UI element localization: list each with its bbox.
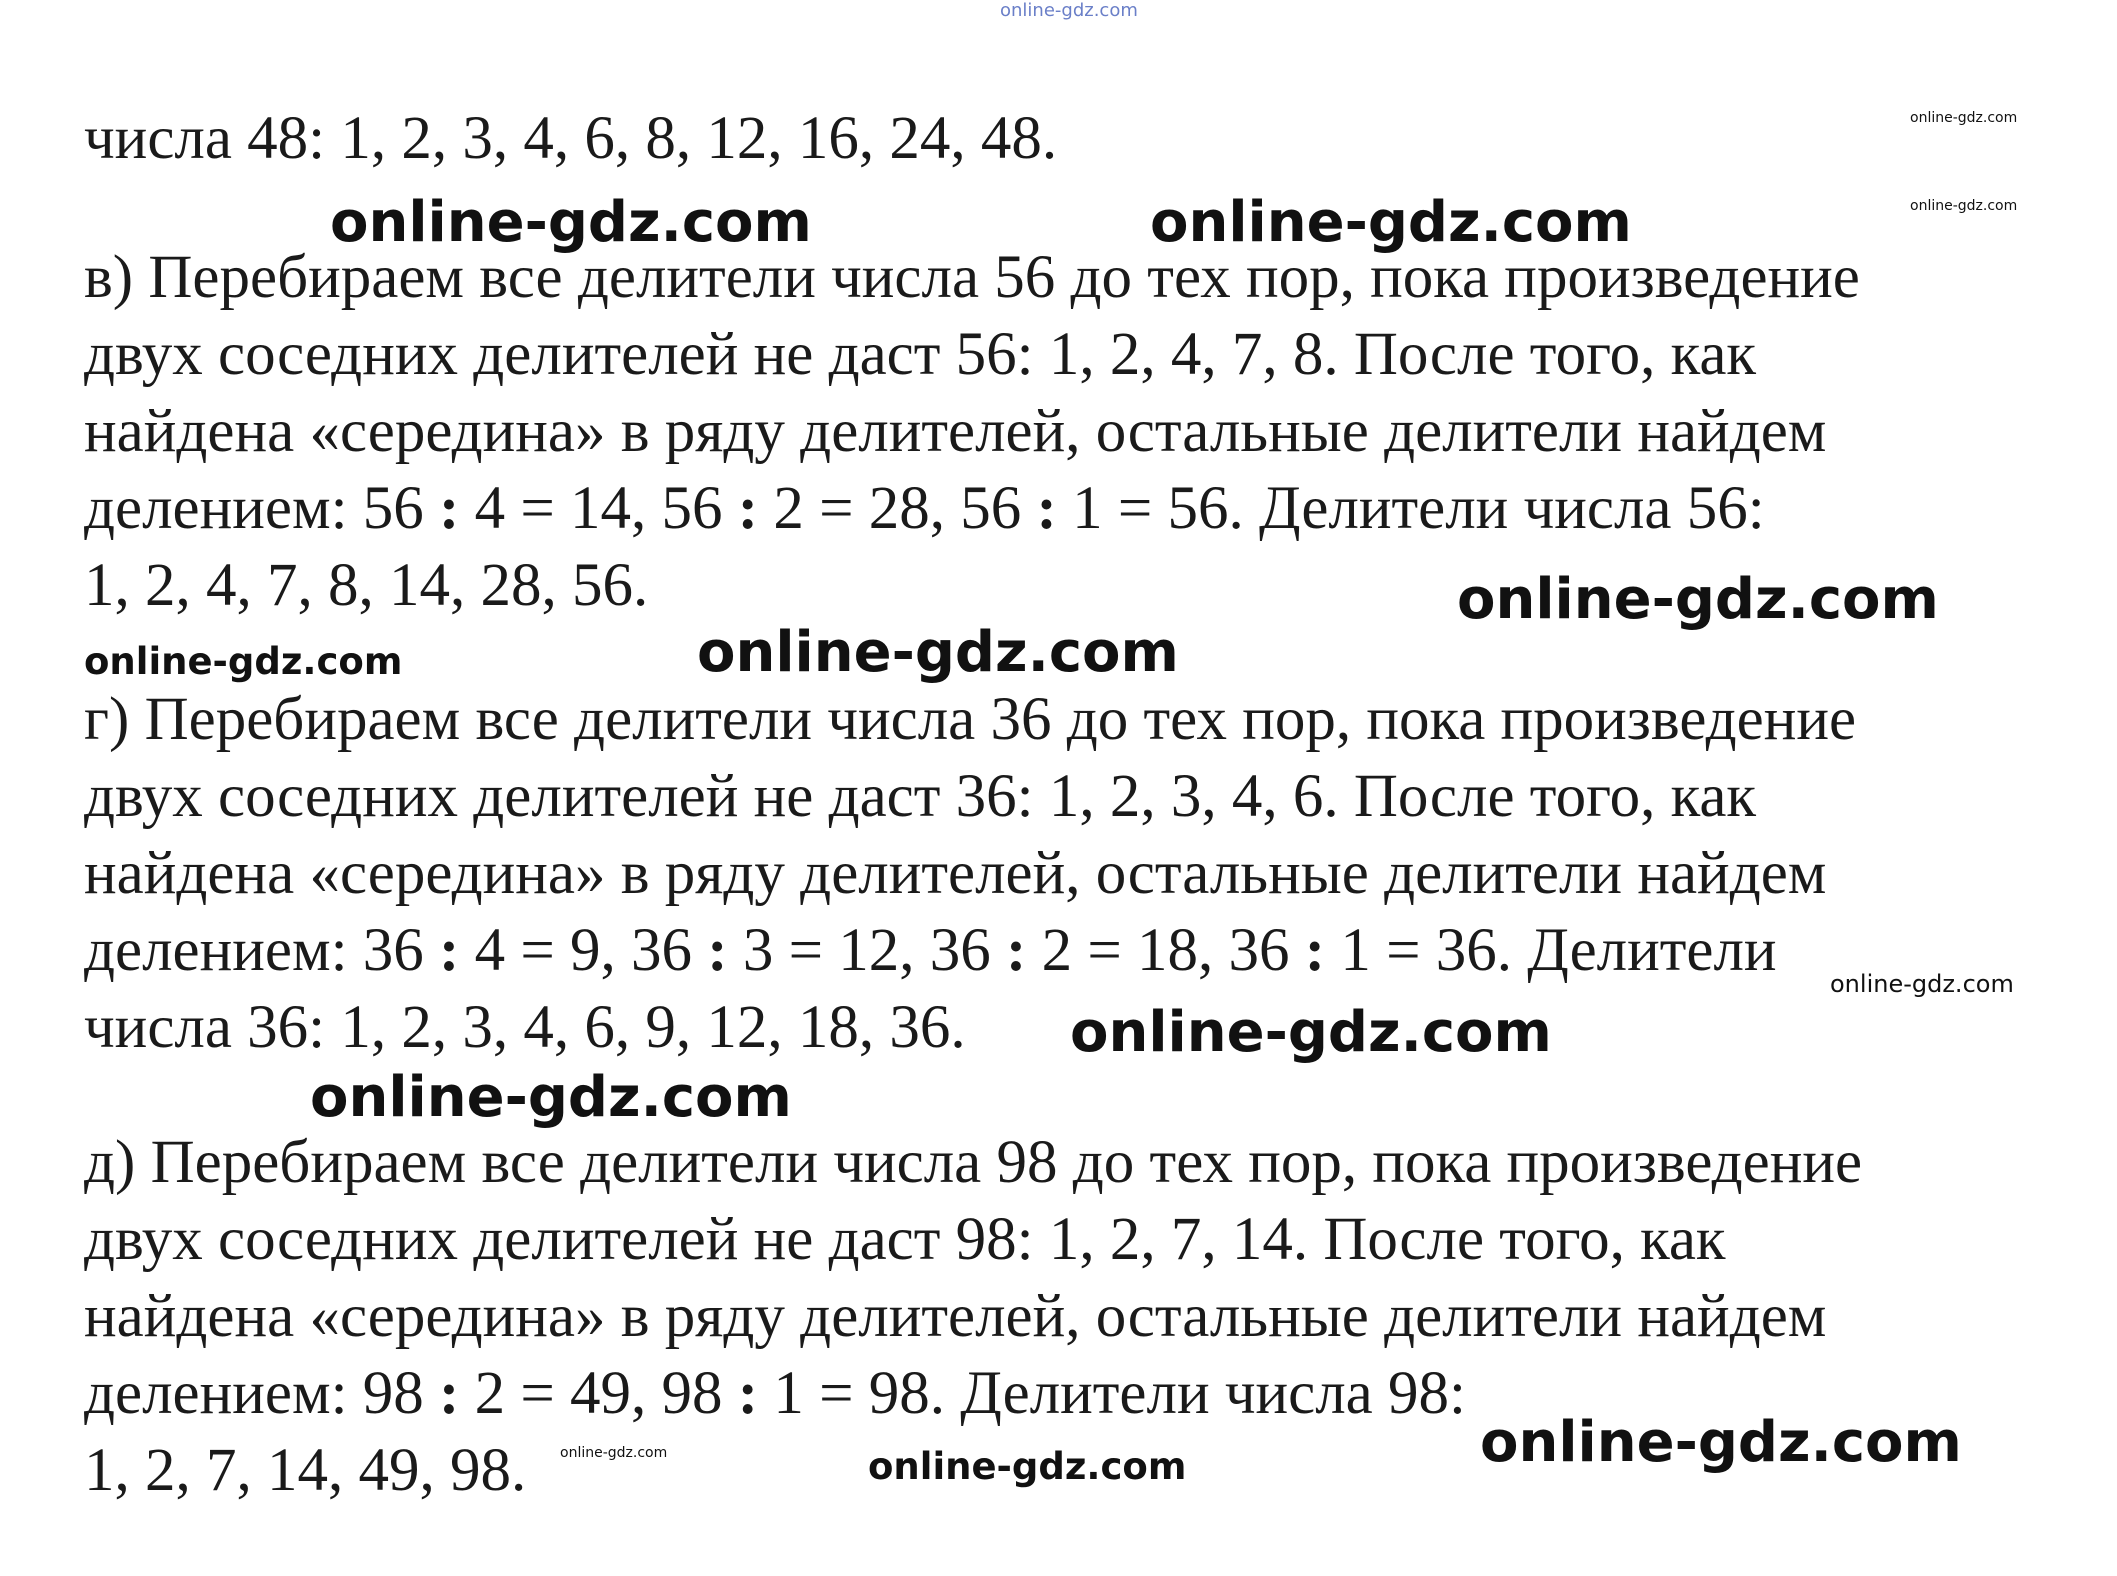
watermark: online-gdz.com (1070, 1000, 1552, 1065)
text-segment: делением: 98 (84, 1360, 440, 1427)
watermark: online-gdz.com (1910, 110, 2018, 126)
division-sign: : (707, 917, 728, 984)
text-segment: 2 = 28, 56 (773, 475, 1037, 542)
text-line-v3: найдена «середина» в ряду делителей, остальные делители найдем (84, 398, 1827, 465)
watermark-top: online-gdz.com (1000, 0, 1138, 21)
watermark: online-gdz.com (868, 1445, 1187, 1488)
watermark: online-gdz.com (1830, 970, 2014, 998)
division-sign: : (1006, 917, 1027, 984)
text-line-g2: двух соседних делителей не даст 36: 1, 2, 3, 4, 6. После того, как (84, 763, 1757, 830)
text-line-g3: найдена «середина» в ряду делителей, остальные делители найдем (84, 840, 1827, 907)
text-segment: 4 = 14, 56 (474, 475, 738, 542)
text-line-g1: г) Перебираем все делители числа 36 до тех пор, пока произведение (84, 686, 1857, 753)
text-line-v1: в) Перебираем все делители числа 56 до тех пор, пока произведение (84, 244, 1860, 311)
text-segment: 4 = 9, 36 (474, 917, 708, 984)
text-line-d3: найдена «середина» в ряду делителей, остальные делители найдем (84, 1283, 1827, 1350)
text-line-g4 (84, 916, 1777, 986)
division-sign: : (439, 917, 460, 984)
division-sign: : (1304, 917, 1326, 984)
watermark: online-gdz.com (84, 640, 403, 683)
watermark: online-gdz.com (1480, 1410, 1962, 1475)
watermark: online-gdz.com (697, 620, 1179, 685)
text-line-d4 (84, 1359, 1466, 1429)
watermark: online-gdz.com (1150, 190, 1632, 255)
division-sign: : (737, 1360, 759, 1427)
text-segment: делением: 56 (84, 475, 440, 542)
text-line-v5: 1, 2, 4, 7, 8, 14, 28, 56. (84, 552, 649, 619)
division-sign: : (439, 475, 460, 542)
text-line-v2: двух соседних делителей не даст 56: 1, 2, 4, 7, 8. После того, как (84, 321, 1757, 388)
text-line-d2: двух соседних делителей не даст 98: 1, 2, 7, 14. После того, как (84, 1206, 1726, 1273)
text-line-numbers-48: числа 48: 1, 2, 3, 4, 6, 8, 12, 16, 24, 48. (84, 105, 1058, 172)
text-segment: 2 = 49, 98 (474, 1360, 738, 1427)
watermark: online-gdz.com (310, 1065, 792, 1130)
text-line-v4 (84, 474, 1765, 544)
division-sign: : (439, 1360, 460, 1427)
text-segment: 3 = 12, 36 (742, 917, 1007, 984)
text-segment: 1 = 56. Делители числа 56: (1072, 475, 1765, 542)
division-sign: : (1036, 475, 1057, 542)
text-segment: 1 = 98. Делители числа 98: (773, 1360, 1466, 1427)
text-segment: 1 = 36. Делители (1340, 917, 1777, 984)
watermark: online-gdz.com (330, 190, 812, 255)
text-segment: 2 = 18, 36 (1041, 917, 1305, 984)
text-line-d1: д) Перебираем все делители числа 98 до тех пор, пока произведение (84, 1129, 1863, 1196)
text-line-d5: 1, 2, 7, 14, 49, 98. (84, 1437, 527, 1504)
division-sign: : (737, 475, 759, 542)
watermark: online-gdz.com (1910, 198, 2018, 214)
text-line-g5: числа 36: 1, 2, 3, 4, 6, 9, 12, 18, 36. (84, 994, 966, 1061)
watermark: online-gdz.com (560, 1445, 668, 1461)
text-segment: делением: 36 (84, 917, 440, 984)
watermark: online-gdz.com (1457, 567, 1939, 632)
